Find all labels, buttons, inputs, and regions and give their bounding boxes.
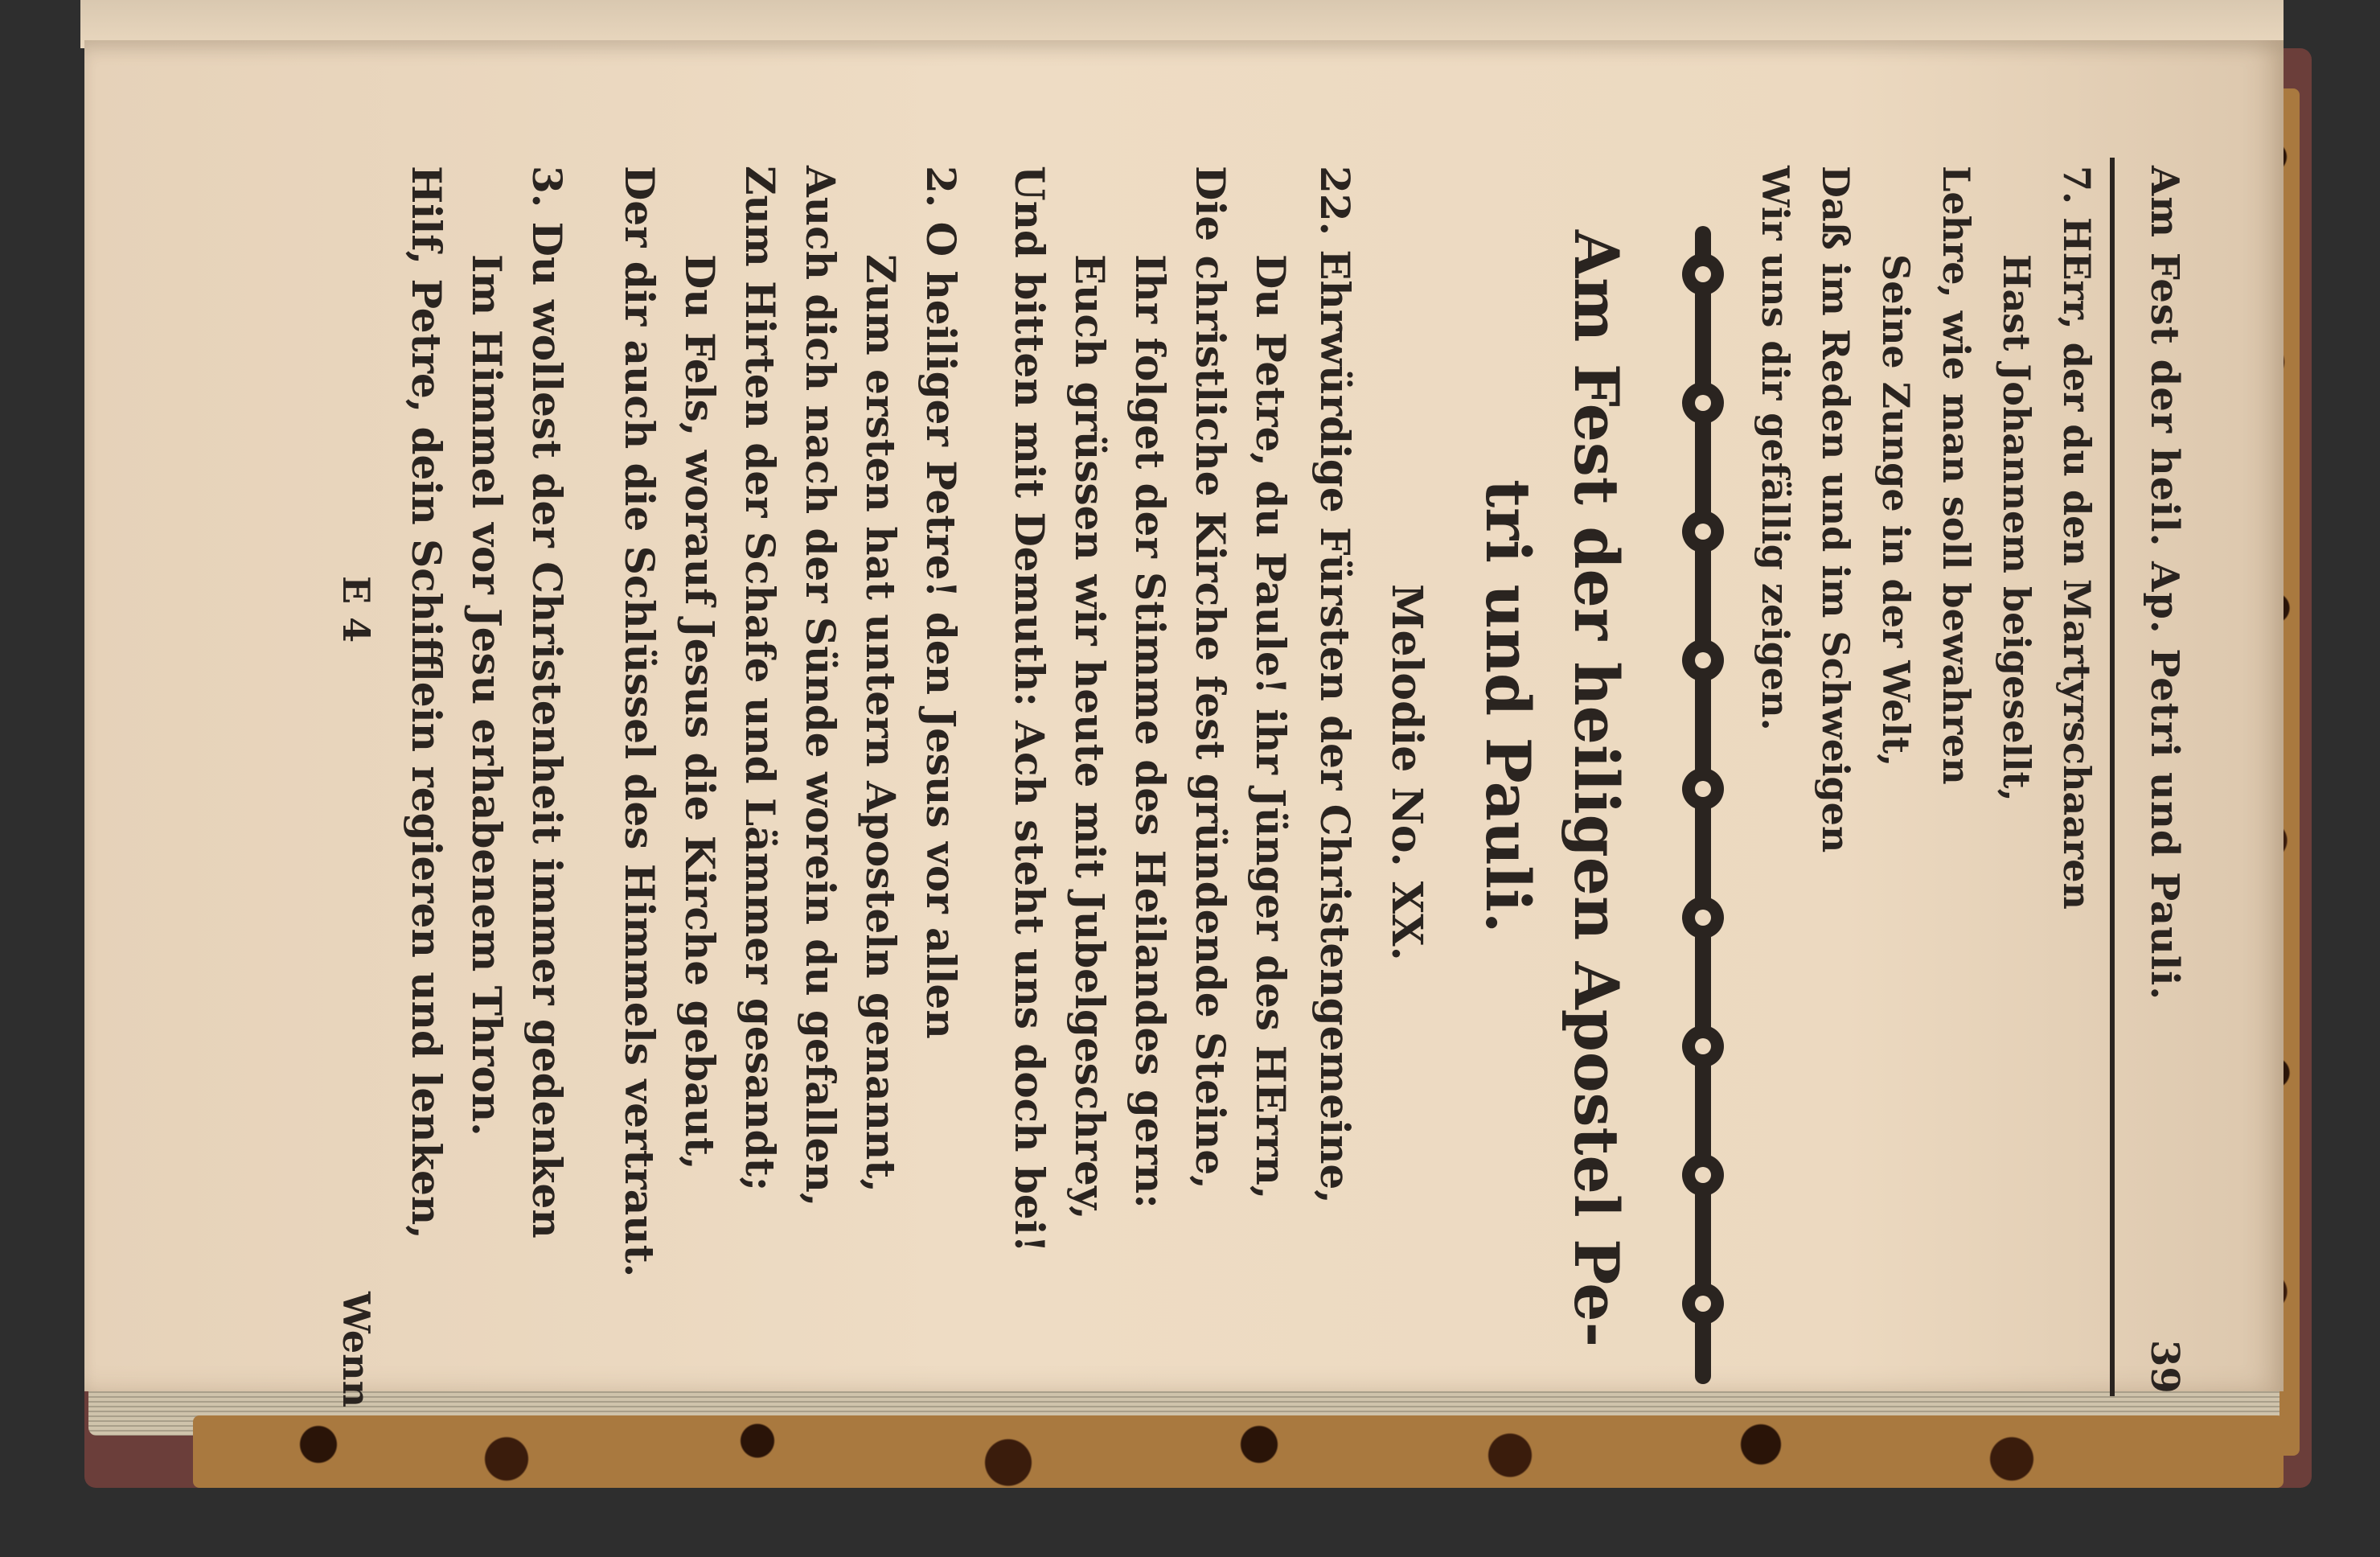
- verse-3-line: 3. Du wollest der Christenheit immer gedenken: [523, 166, 571, 1239]
- hymn-22-line: Ihr folget der Stimme des Heilandes gern:: [1126, 254, 1174, 1209]
- verse-7-line: Seine Zunge in der Welt,: [1874, 254, 1918, 767]
- melody-reference: Melodie No. XX.: [1382, 584, 1431, 961]
- verse-7-line: Hast Johannem beigesellt,: [1995, 254, 2038, 802]
- hymn-22-line: Und bitten mit Demuth: Ach steht uns doch bei!: [1006, 166, 1053, 1253]
- hymn-22-line: Die christliche Kirche fest gründende Steine,: [1187, 166, 1234, 1189]
- verse-2-line: Auch dich nach der Sünde worein du gefallen,: [797, 166, 844, 1207]
- catchword: Wenn: [334, 1292, 378, 1408]
- header-rule: [2110, 158, 2115, 1396]
- hymn-22-line: 22. Ehrwürdige Fürsten der Christengemeine,: [1311, 166, 1359, 1204]
- verse-7-line: Daß im Reden und im Schweigen: [1814, 166, 1857, 853]
- verse-7-line: Wir uns dir gefällig zeigen.: [1754, 166, 1797, 731]
- hymn-22-line: Euch grüssen wir heute mit Jubelgeschrey,: [1066, 254, 1114, 1220]
- section-title-line: Am Fest der heiligen Apostel Pe-: [1561, 230, 1632, 1348]
- marbled-fore-edge-bottom: [193, 1415, 2284, 1488]
- verse-2-line: 2. O heiliger Petre! den Jesus vor allen: [917, 166, 965, 1039]
- signature-mark: E 4: [334, 576, 378, 643]
- verse-3-line: Hilf, Petre, dein Schifflein regieren und lenken,: [403, 166, 450, 1239]
- page-number: 39: [2142, 1340, 2187, 1394]
- ornament-border: [1677, 226, 1729, 1384]
- verse-2-line: Du Fels, worauf Jesus die Kirche gebaut,: [676, 254, 724, 1170]
- running-head: Am Fest der heil. Ap. Petri und Pauli.: [2142, 166, 2187, 1001]
- verse-3-line: Im Himmel vor Jesu erhabenem Thron.: [463, 254, 511, 1136]
- page-text: [137, 134, 2243, 1420]
- verse-2-line: Zum ersten hat untern Aposteln genannt,: [857, 254, 905, 1193]
- verse-7-line: Lehre, wie man soll bewahren: [1935, 166, 1978, 785]
- rotated-text-block: [137, 134, 2243, 1420]
- section-title-line: tri und Pauli.: [1472, 479, 1544, 934]
- verse-2-line: Zum Hirten der Schafe und Lämmer gesandt;: [737, 166, 784, 1192]
- verse-2-line: Der dir auch die Schlüssel des Himmels vertraut.: [616, 166, 663, 1278]
- verse-7-line: 7. HErr, der du den Martyrschaaren: [2055, 166, 2099, 910]
- hymn-22-line: Du Petre, du Paule! ihr Jünger des HErrn,: [1247, 254, 1295, 1200]
